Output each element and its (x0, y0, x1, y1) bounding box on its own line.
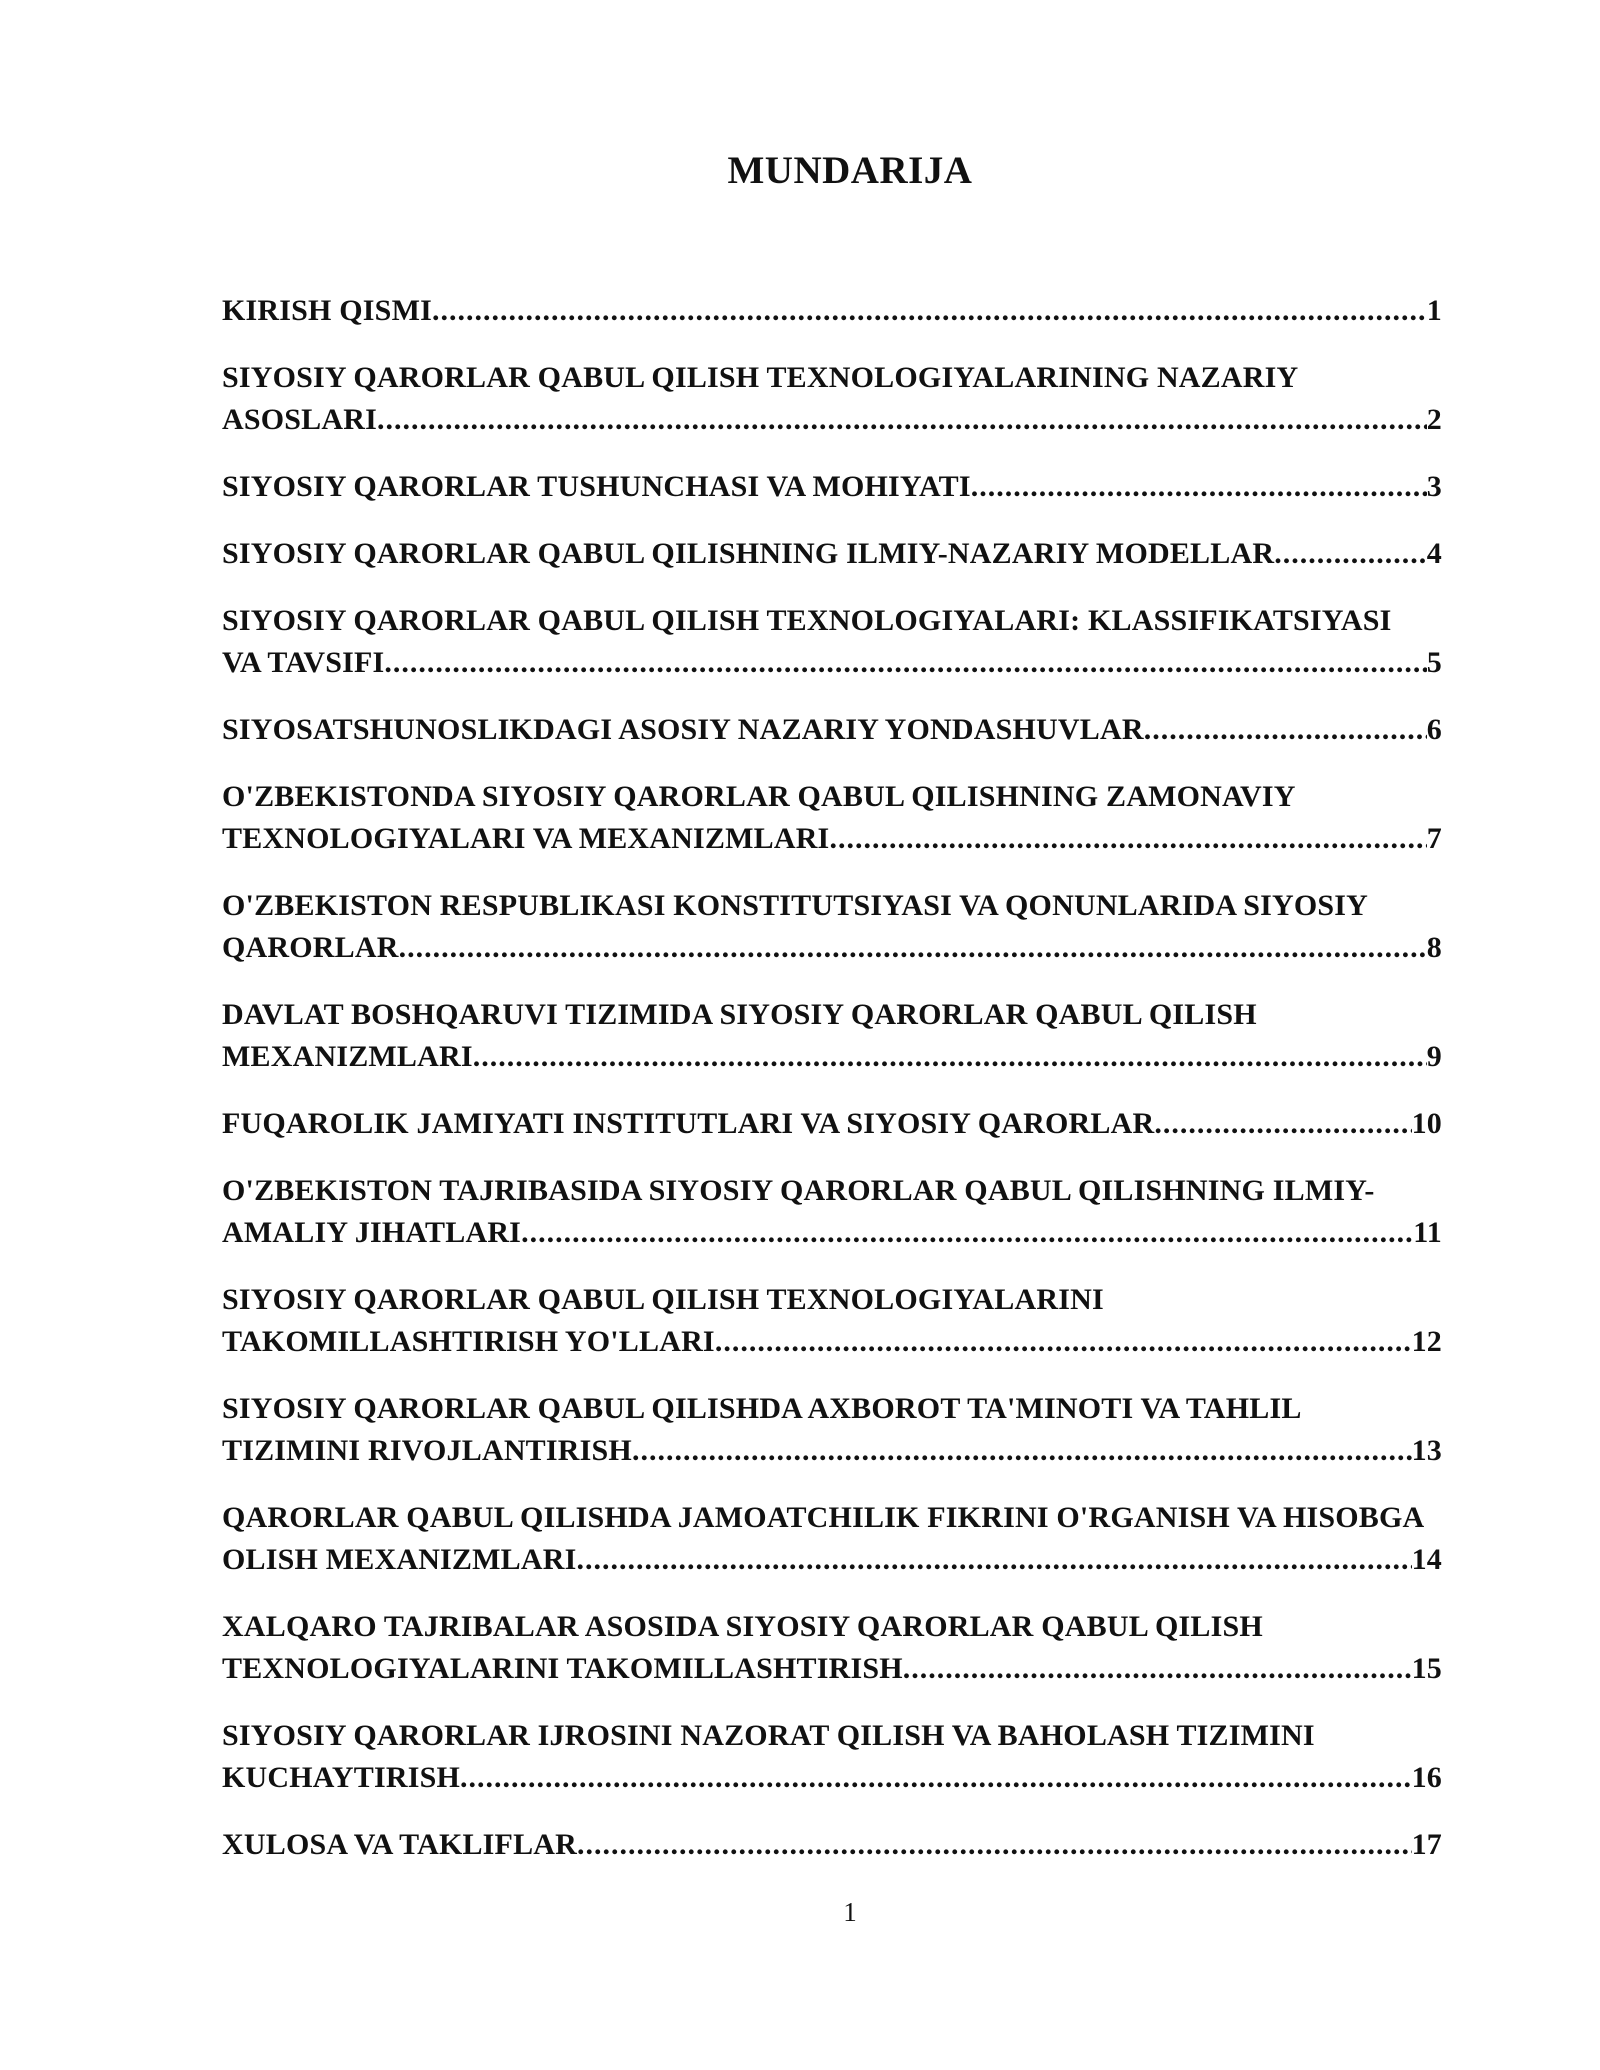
table-of-contents (222, 290, 1442, 1891)
toc-entry-page-number: 4 (1426, 537, 1442, 570)
dot-leader (384, 642, 1426, 684)
toc-entry-title-line: TAKOMILLASHTIRISH YO'LLARI (222, 1325, 715, 1358)
toc-entry-title-line: OLISH MEXANIZMLARI (222, 1543, 577, 1576)
toc-entry[interactable] (222, 1279, 1442, 1363)
toc-entry-title-line: SIYOSIY QARORLAR QABUL QILISHDA AXBOROT TA'MINOTI VA TAHLIL (222, 1392, 1302, 1425)
page-title: MUNDARIJA (727, 149, 973, 192)
toc-entry[interactable] (222, 885, 1442, 969)
toc-entry[interactable] (222, 1824, 1442, 1866)
toc-entry[interactable] (222, 533, 1442, 575)
dot-leader (1144, 709, 1427, 751)
toc-entry-title-line: KIRISH QISMI (222, 294, 432, 327)
toc-entry[interactable] (222, 1715, 1442, 1799)
dot-leader (715, 1321, 1412, 1363)
toc-entry-title-line: SIYOSIY QARORLAR QABUL QILISHNING ILMIY-NAZARIY MODELLAR (222, 537, 1275, 570)
toc-entry-title-line: TIZIMINI RIVOJLANTIRISH (222, 1434, 632, 1467)
toc-entry-title-line: SIYOSIY QARORLAR QABUL QILISH TEXNOLOGIYALARI: KLASSIFIKATSIYASI (222, 604, 1392, 637)
toc-entry-page-number: 17 (1411, 1828, 1442, 1861)
dot-leader (1274, 533, 1427, 575)
toc-entry-page-number: 16 (1411, 1761, 1442, 1794)
toc-entry-page-number: 13 (1411, 1434, 1442, 1467)
toc-entry-page-number: 7 (1426, 822, 1442, 855)
toc-entry-title-line: QARORLAR QABUL QILISHDA JAMOATCHILIK FIKRINI O'RGANISH VA HISOBGA (222, 1501, 1425, 1534)
toc-entry[interactable] (222, 290, 1442, 332)
toc-entry-page-number: 15 (1411, 1652, 1442, 1685)
toc-entry-title-line: KUCHAYTIRISH (222, 1761, 461, 1794)
toc-entry-title-line: ASOSLARI (222, 403, 377, 436)
toc-entry-title-line: AMALIY JIHATLARI (222, 1216, 522, 1249)
toc-entry-page-number: 10 (1411, 1107, 1442, 1140)
toc-entry-title-line: VA TAVSIFI (222, 646, 385, 679)
toc-entry-page-number: 9 (1426, 1040, 1442, 1073)
toc-entry-title-line: SIYOSIY QARORLAR IJROSINI NAZORAT QILISH VA BAHOLASH TIZIMINI (222, 1719, 1315, 1752)
dot-leader (377, 399, 1427, 441)
toc-entry[interactable] (222, 709, 1442, 751)
toc-entry[interactable] (222, 1103, 1442, 1145)
toc-entry-title-line: FUQAROLIK JAMIYATI INSTITUTLARI VA SIYOSIY QARORLAR (222, 1107, 1155, 1140)
toc-entry-title-line: MEXANIZMLARI (222, 1040, 473, 1073)
dot-leader (399, 927, 1427, 969)
toc-entry-title-line: SIYOSIY QARORLAR QABUL QILISH TEXNOLOGIYALARINING NAZARIY (222, 361, 1299, 394)
dot-leader (903, 1648, 1412, 1690)
toc-entry[interactable] (222, 600, 1442, 684)
dot-leader (473, 1036, 1427, 1078)
toc-entry-page-number: 1 (1426, 294, 1442, 327)
toc-entry-title-line: XALQARO TAJRIBALAR ASOSIDA SIYOSIY QARORLAR QABUL QILISH (222, 1610, 1263, 1643)
dot-leader (576, 1539, 1411, 1581)
toc-entry-title-line: SIYOSIY QARORLAR QABUL QILISH TEXNOLOGIYALARINI (222, 1283, 1104, 1316)
dot-leader (829, 818, 1426, 860)
toc-entry[interactable] (222, 1170, 1442, 1254)
toc-entry-title-line: O'ZBEKISTON RESPUBLIKASI KONSTITUTSIYASI VA QONUNLARIDA SIYOSIY (222, 889, 1369, 922)
toc-entry-title-line: XULOSA VA TAKLIFLAR (222, 1828, 578, 1861)
toc-entry-title-line: TEXNOLOGIYALARINI TAKOMILLASHTIRISH (222, 1652, 903, 1685)
toc-entry-title-line: SIYOSIY QARORLAR TUSHUNCHASI VA MOHIYATI (222, 470, 971, 503)
toc-entry-page-number: 5 (1426, 646, 1442, 679)
toc-entry-title-line: TEXNOLOGIYALARI VA MEXANIZMLARI (222, 822, 830, 855)
toc-entry-title-line: SIYOSATSHUNOSLIKDAGI ASOSIY NAZARIY YONDASHUVLAR (222, 713, 1144, 746)
toc-entry-page-number: 14 (1411, 1543, 1442, 1576)
toc-entry-page-number: 8 (1426, 931, 1442, 964)
toc-entry-page-number: 11 (1413, 1216, 1442, 1249)
toc-entry-page-number: 12 (1411, 1325, 1442, 1358)
dot-leader (460, 1757, 1412, 1799)
toc-entry[interactable] (222, 466, 1442, 508)
toc-entry[interactable] (222, 994, 1442, 1078)
toc-entry-title-line: O'ZBEKISTONDA SIYOSIY QARORLAR QABUL QILISHNING ZAMONAVIY (222, 780, 1296, 813)
dot-leader (577, 1824, 1412, 1866)
dot-leader (632, 1430, 1412, 1472)
toc-entry-title-line: DAVLAT BOSHQARUVI TIZIMIDA SIYOSIY QARORLAR QABUL QILISH (222, 998, 1257, 1031)
toc-entry[interactable] (222, 1388, 1442, 1472)
dot-leader (1154, 1103, 1411, 1145)
dot-leader (521, 1212, 1413, 1254)
toc-entry-page-number: 3 (1426, 470, 1442, 503)
toc-entry[interactable] (222, 357, 1442, 441)
page-number: 1 (843, 1897, 857, 1927)
toc-entry-page-number: 6 (1426, 713, 1442, 746)
toc-entry[interactable] (222, 776, 1442, 860)
toc-entry[interactable] (222, 1497, 1442, 1581)
toc-entry-title-line: QARORLAR (222, 931, 399, 964)
dot-leader (432, 290, 1427, 332)
toc-entry-title-line: O'ZBEKISTON TAJRIBASIDA SIYOSIY QARORLAR QABUL QILISHNING ILMIY- (222, 1174, 1375, 1207)
toc-entry-page-number: 2 (1426, 403, 1442, 436)
dot-leader (971, 466, 1427, 508)
toc-entry[interactable] (222, 1606, 1442, 1690)
